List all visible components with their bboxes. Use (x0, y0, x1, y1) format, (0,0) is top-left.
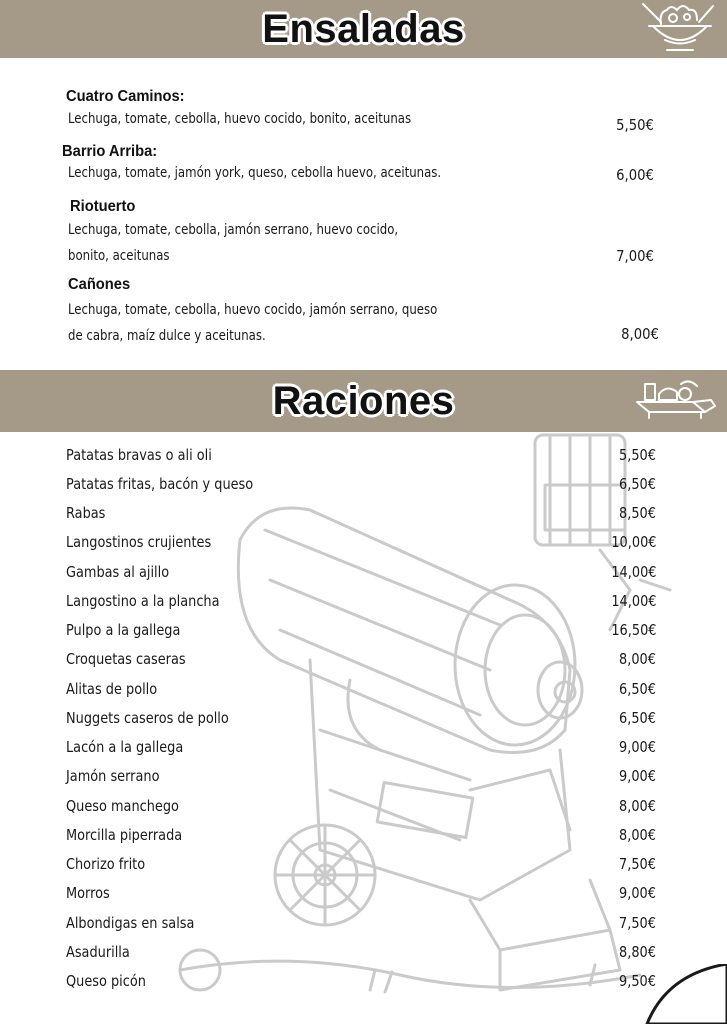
ration-price: 14,00€ (610, 562, 656, 581)
ration-name: Albondigas en salsa (66, 913, 195, 932)
ration-name: Gambas al ajillo (66, 562, 170, 581)
ration-row (66, 791, 656, 820)
ensaladas-title: Ensaladas (262, 6, 465, 51)
salad-price: 6,00€ (616, 166, 654, 184)
salad-name: Barrio Arriba: (62, 143, 158, 160)
ration-name: Patatas fritas, bacón y queso (66, 474, 254, 493)
ration-row (66, 499, 656, 528)
ration-name: Nuggets caseros de pollo (66, 708, 229, 727)
ration-price: 7,50€ (619, 913, 656, 932)
salad-name: Cañones (68, 276, 131, 293)
salad-description: Lechuga, tomate, jamón york, queso, cebolla huevo, aceitunas. (68, 165, 442, 181)
salad-name: Riotuerto (70, 198, 136, 215)
ration-row (66, 703, 656, 732)
ration-name: Alitas de pollo (66, 679, 158, 698)
ration-name: Jamón serrano (66, 767, 160, 786)
ration-price: 8,00€ (619, 825, 656, 844)
ration-name: Queso picón (66, 972, 146, 990)
corner-swoosh-decoration (607, 964, 727, 1024)
ration-price: 14,00€ (610, 591, 656, 610)
salad-name: Cuatro Caminos: (66, 88, 185, 105)
ration-row (66, 469, 656, 498)
raciones-banner (0, 370, 727, 432)
ration-price: 5,50€ (619, 445, 656, 464)
ration-row (66, 879, 656, 908)
salad-price: 5,50€ (616, 116, 654, 134)
ration-price: 10,00€ (610, 533, 656, 552)
ration-price: 9,00€ (619, 884, 656, 903)
salad-description: Lechuga, tomate, cebolla, huevo cocido, jamón serrano, queso (68, 302, 438, 318)
ration-price: 16,50€ (610, 621, 656, 639)
ration-row (66, 440, 656, 469)
ration-name: Chorizo frito (66, 855, 146, 873)
ration-price: 8,50€ (619, 504, 656, 522)
salad-description: bonito, aceitunas (68, 248, 170, 264)
ration-name: Morcilla piperrada (66, 825, 183, 844)
ration-name: Rabas (66, 504, 106, 522)
ration-row (66, 967, 656, 996)
ration-name: Queso manchego (66, 796, 179, 815)
ration-price: 8,80€ (619, 942, 656, 961)
cutting-board-icon (633, 372, 717, 428)
ration-name: Asadurilla (66, 942, 130, 961)
ration-row (66, 908, 656, 937)
ration-row (66, 645, 656, 674)
ration-name: Lacón a la gallega (66, 738, 184, 756)
ration-row (66, 586, 656, 615)
salad-bowl-icon (637, 0, 723, 54)
salad-price: 7,00€ (616, 247, 654, 265)
ration-row (66, 762, 656, 791)
ration-row (66, 674, 656, 703)
ration-row (66, 616, 656, 645)
ensaladas-banner (0, 0, 727, 58)
salad-description: Lechuga, tomate, cebolla, huevo cocido, bonito, aceitunas (68, 111, 412, 127)
ration-name: Langostinos crujientes (66, 533, 212, 552)
ration-name: Pulpo a la gallega (66, 621, 181, 639)
salad-description: Lechuga, tomate, cebolla, jamón serrano, huevo cocido, (68, 222, 399, 238)
ration-price: 9,50€ (619, 972, 656, 990)
ration-row (66, 937, 656, 966)
ration-row (66, 850, 656, 879)
ration-row (66, 528, 656, 557)
ration-price: 8,00€ (619, 796, 656, 815)
ration-price: 8,00€ (619, 650, 656, 669)
ration-price: 6,50€ (619, 474, 656, 493)
ration-row (66, 733, 656, 762)
ration-price: 9,00€ (619, 738, 656, 756)
ration-row (66, 820, 656, 849)
ration-price: 7,50€ (619, 855, 656, 873)
ration-price: 9,00€ (619, 767, 656, 786)
ration-row (66, 557, 656, 586)
raciones-title: Raciones (272, 378, 455, 423)
ration-name: Langostino a la plancha (66, 591, 220, 610)
ration-name: Patatas bravas o ali oli (66, 445, 212, 464)
ration-price: 6,50€ (619, 679, 656, 698)
salad-description: de cabra, maíz dulce y aceitunas. (68, 328, 266, 344)
salad-price: 8,00€ (621, 325, 659, 343)
ration-price: 6,50€ (619, 708, 656, 727)
ration-name: Croquetas caseras (66, 650, 186, 669)
ration-name: Morros (66, 884, 110, 903)
